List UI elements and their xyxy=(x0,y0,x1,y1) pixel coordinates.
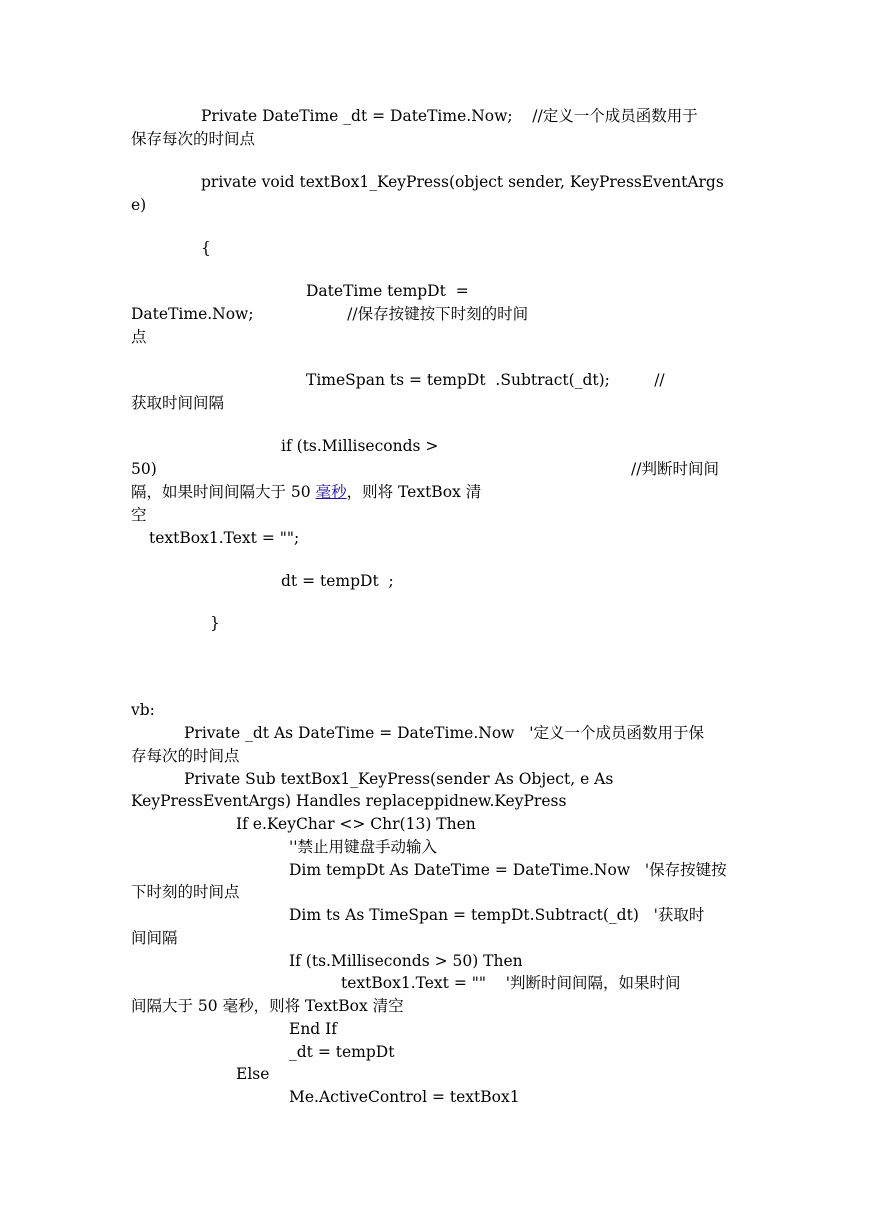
code-line: 获取时间间隔 xyxy=(131,394,225,412)
code-line: private void textBox1_KeyPress(object sender, KeyPressEventArgs xyxy=(201,173,724,191)
code-line: dt = tempDt ; xyxy=(281,572,394,590)
code-line: If (ts.Milliseconds > 50) Then xyxy=(289,952,523,970)
code-line: 间间隔 xyxy=(131,929,178,947)
code-line: Dim tempDt As DateTime = DateTime.Now '保存按键按 xyxy=(289,861,727,879)
code-line: 存每次的时间点 xyxy=(131,747,240,765)
code-line: 保存每次的时间点 xyxy=(131,130,256,148)
code-line: Me.ActiveControl = textBox1 xyxy=(289,1088,520,1106)
hyperlink-haomiao[interactable]: 毫秒 xyxy=(315,483,347,501)
code-line: Dim ts As TimeSpan = tempDt.Subtract(_dt) '获取时 xyxy=(289,906,705,924)
code-line: End If xyxy=(289,1020,338,1038)
code-line xyxy=(131,481,481,503)
code-line: Else xyxy=(236,1065,270,1083)
code-line: 点 xyxy=(131,328,147,346)
code-line: _dt = tempDt xyxy=(289,1043,395,1061)
code-line: Private Sub textBox1_KeyPress(sender As Object, e As xyxy=(184,770,614,788)
code-line: e) xyxy=(131,196,147,214)
code-line: DateTime.Now; //保存按键按下时刻的时间 xyxy=(131,305,529,323)
code-line: 下时刻的时间点 xyxy=(131,883,240,901)
code-line: { xyxy=(201,239,211,257)
code-line: textBox1.Text = ""; xyxy=(149,529,300,547)
comment-text: ，则将 TextBox 清 xyxy=(346,483,482,501)
section-header-vb: vb: xyxy=(131,701,155,719)
code-line: 50) xyxy=(131,460,157,478)
code-line: if (ts.Milliseconds > xyxy=(281,437,439,455)
code-line: TimeSpan ts = tempDt .Subtract(_dt); // xyxy=(306,371,665,389)
code-line: DateTime tempDt = xyxy=(306,282,469,300)
code-line: } xyxy=(210,614,220,632)
code-line: 间隔大于 50 毫秒，则将 TextBox 清空 xyxy=(131,997,404,1015)
code-line: Private _dt As DateTime = DateTime.Now '定义一个成员函数用于保 xyxy=(184,724,704,742)
code-comment: //判断时间间 xyxy=(631,460,719,478)
comment-text: 隔，如果时间间隔大于 50 xyxy=(131,483,316,501)
code-line: KeyPressEventArgs) Handles replaceppidnew.KeyPress xyxy=(131,792,567,810)
code-line: If e.KeyChar <> Chr(13) Then xyxy=(236,815,476,833)
code-line: Private DateTime _dt = DateTime.Now; //定义一个成员函数用于 xyxy=(201,107,698,125)
code-line: ''禁止用键盘手动输入 xyxy=(289,838,438,856)
code-line: textBox1.Text = "" '判断时间间隔，如果时间 xyxy=(341,974,681,992)
code-line: 空 xyxy=(131,506,147,524)
